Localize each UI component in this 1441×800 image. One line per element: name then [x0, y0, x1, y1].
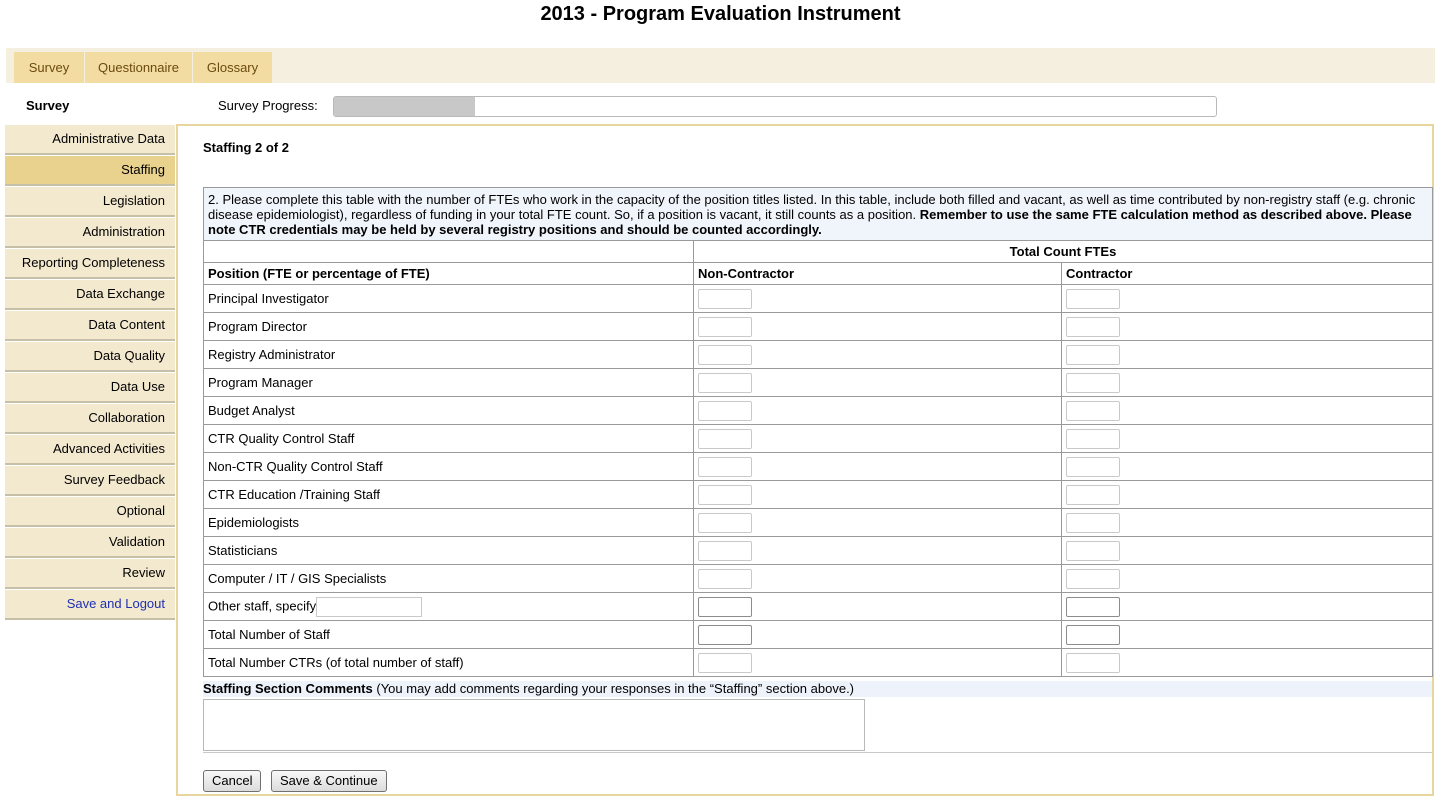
table-row: [204, 453, 1433, 481]
row-label-cell: [204, 593, 694, 621]
sidebar-item-reporting-completeness[interactable]: Reporting Completeness: [5, 249, 175, 279]
comments-label-rest: (You may add comments regarding your responses in the “Staffing” section above.): [372, 681, 855, 696]
contractor-header: Contractor: [1062, 263, 1433, 285]
comments-label-bold: Staffing Section Comments: [203, 681, 373, 696]
question-row: [204, 188, 1433, 241]
contractor-cell: [1062, 369, 1433, 397]
contractor-cell: [1062, 313, 1433, 341]
row-label: Non-CTR Quality Control Staff: [204, 453, 694, 481]
non-contractor-cell: [694, 593, 1062, 621]
tab-survey[interactable]: Survey: [14, 52, 84, 83]
contractor-input[interactable]: [1066, 317, 1120, 337]
sidebar-item-review[interactable]: Review: [5, 559, 175, 589]
question-text: [204, 188, 1433, 241]
contractor-cell: [1062, 453, 1433, 481]
contractor-input[interactable]: [1066, 429, 1120, 449]
non-contractor-input[interactable]: [698, 597, 752, 617]
contractor-input[interactable]: [1066, 345, 1120, 365]
row-label: Budget Analyst: [204, 397, 694, 425]
sidebar-item-staffing[interactable]: Staffing: [5, 156, 175, 186]
contractor-input[interactable]: [1066, 597, 1120, 617]
non-contractor-input[interactable]: [698, 569, 752, 589]
row-label: Program Director: [204, 313, 694, 341]
non-contractor-input[interactable]: [698, 317, 752, 337]
sidebar-item-data-content[interactable]: Data Content: [5, 311, 175, 341]
row-label: Total Number CTRs (of total number of staff): [204, 649, 694, 677]
row-label: Total Number of Staff: [204, 621, 694, 649]
non-contractor-input[interactable]: [698, 485, 752, 505]
sidebar-item-administration[interactable]: Administration: [5, 218, 175, 248]
sidebar-item-administrative-data[interactable]: Administrative Data: [5, 125, 175, 155]
table-row: [204, 481, 1433, 509]
divider: [203, 752, 1432, 753]
table-row: [204, 565, 1433, 593]
non-contractor-cell: [694, 481, 1062, 509]
contractor-cell: [1062, 649, 1433, 677]
sidebar-item-optional[interactable]: Optional: [5, 497, 175, 527]
non-contractor-cell: [694, 397, 1062, 425]
row-label: Principal Investigator: [204, 285, 694, 313]
table-row: [204, 649, 1433, 677]
sidebar-item-data-use[interactable]: Data Use: [5, 373, 175, 403]
table-row: [204, 397, 1433, 425]
contractor-cell: [1062, 565, 1433, 593]
non-contractor-cell: [694, 369, 1062, 397]
non-contractor-cell: [694, 453, 1062, 481]
non-contractor-input[interactable]: [698, 541, 752, 561]
contractor-cell: [1062, 285, 1433, 313]
table-row: [204, 621, 1433, 649]
contractor-input[interactable]: [1066, 653, 1120, 673]
non-contractor-cell: [694, 425, 1062, 453]
contractor-cell: [1062, 621, 1433, 649]
non-contractor-cell: [694, 537, 1062, 565]
row-label: CTR Education /Training Staff: [204, 481, 694, 509]
table-row: [204, 313, 1433, 341]
row-label: Computer / IT / GIS Specialists: [204, 565, 694, 593]
contractor-input[interactable]: [1066, 401, 1120, 421]
contractor-input[interactable]: [1066, 485, 1120, 505]
question-body: 2. Please complete this table with the number of FTEs who work in the capacity of the position titles listed. In this table, include both filled and vacant, as well as time contributed by non-registry staff (e.g. chronic disease epidemiologist), regardless of funding in your total FTE count. So, if a position is vacant, it still counts as a position.: [208, 191, 1416, 222]
contractor-input[interactable]: [1066, 457, 1120, 477]
tab-glossary[interactable]: Glossary: [193, 52, 272, 83]
content-panel: [176, 124, 1434, 796]
non-contractor-input[interactable]: [698, 373, 752, 393]
sidebar-item-save-and-logout[interactable]: Save and Logout: [5, 590, 175, 620]
contractor-input[interactable]: [1066, 569, 1120, 589]
contractor-input[interactable]: [1066, 541, 1120, 561]
non-contractor-cell: [694, 313, 1062, 341]
sidebar-item-legislation[interactable]: Legislation: [5, 187, 175, 217]
contractor-cell: [1062, 537, 1433, 565]
sidebar-item-advanced-activities[interactable]: Advanced Activities: [5, 435, 175, 465]
non-contractor-cell: [694, 649, 1062, 677]
non-contractor-input[interactable]: [698, 289, 752, 309]
comments-label: [203, 681, 1432, 697]
non-contractor-input[interactable]: [698, 345, 752, 365]
non-contractor-input[interactable]: [698, 401, 752, 421]
table-row: [204, 509, 1433, 537]
table-row: [204, 341, 1433, 369]
row-label: Program Manager: [204, 369, 694, 397]
contractor-input[interactable]: [1066, 373, 1120, 393]
non-contractor-input[interactable]: [698, 513, 752, 533]
survey-progress-bar: [333, 96, 1217, 117]
tab-questionnaire[interactable]: Questionnaire: [85, 52, 192, 83]
contractor-cell: [1062, 481, 1433, 509]
table-row: [204, 537, 1433, 565]
sidebar-item-validation[interactable]: Validation: [5, 528, 175, 558]
page-title: 2013 - Program Evaluation Instrument: [540, 3, 901, 25]
empty-header-cell: [204, 241, 694, 263]
contractor-cell: [1062, 593, 1433, 621]
row-label: Statisticians: [204, 537, 694, 565]
sidebar-item-collaboration[interactable]: Collaboration: [5, 404, 175, 434]
total-count-ftes-header: Total Count FTEs: [694, 241, 1433, 263]
table-row: [204, 593, 1433, 621]
staffing-table: [203, 187, 1433, 677]
column-header-row: [204, 263, 1433, 285]
save-continue-button[interactable]: Save & Continue: [271, 770, 387, 792]
survey-progress-fill: [334, 97, 475, 116]
contractor-input[interactable]: [1066, 513, 1120, 533]
contractor-cell: [1062, 397, 1433, 425]
non-contractor-header: Non-Contractor: [694, 263, 1062, 285]
non-contractor-input[interactable]: [698, 457, 752, 477]
section-title: Staffing 2 of 2: [203, 140, 289, 155]
row-label: Epidemiologists: [204, 509, 694, 537]
question-emphasis: Remember to use the same FTE calculation method as described above. Please note CTR credentials may be held by several registry positions and should be counted accordingly.: [208, 206, 1412, 237]
sidebar-item-data-quality[interactable]: Data Quality: [5, 342, 175, 372]
non-contractor-input[interactable]: [698, 653, 752, 673]
table-row: [204, 425, 1433, 453]
other-staff-specify-input[interactable]: [316, 597, 422, 617]
table-row: [204, 369, 1433, 397]
staffing-comments-textarea[interactable]: [203, 699, 865, 751]
non-contractor-cell: [694, 565, 1062, 593]
non-contractor-cell: [694, 285, 1062, 313]
table-row: [204, 285, 1433, 313]
position-header: Position (FTE or percentage of FTE): [204, 263, 694, 285]
row-label: CTR Quality Control Staff: [204, 425, 694, 453]
contractor-cell: [1062, 341, 1433, 369]
cancel-button[interactable]: Cancel: [203, 770, 261, 792]
non-contractor-cell: [694, 621, 1062, 649]
sidebar-item-survey-feedback[interactable]: Survey Feedback: [5, 466, 175, 496]
group-header-row: [204, 241, 1433, 263]
survey-progress-label: Survey Progress:: [218, 98, 318, 113]
sidebar-heading: Survey: [26, 98, 70, 113]
row-label: Other staff, specify: [208, 597, 317, 613]
contractor-input[interactable]: [1066, 289, 1120, 309]
row-label: Registry Administrator: [204, 341, 694, 369]
non-contractor-input[interactable]: [698, 429, 752, 449]
tab-bar: [6, 48, 1435, 83]
contractor-cell: [1062, 425, 1433, 453]
sidebar-item-data-exchange[interactable]: Data Exchange: [5, 280, 175, 310]
contractor-input[interactable]: [1066, 625, 1120, 645]
non-contractor-input[interactable]: [698, 625, 752, 645]
non-contractor-cell: [694, 509, 1062, 537]
non-contractor-cell: [694, 341, 1062, 369]
contractor-cell: [1062, 509, 1433, 537]
